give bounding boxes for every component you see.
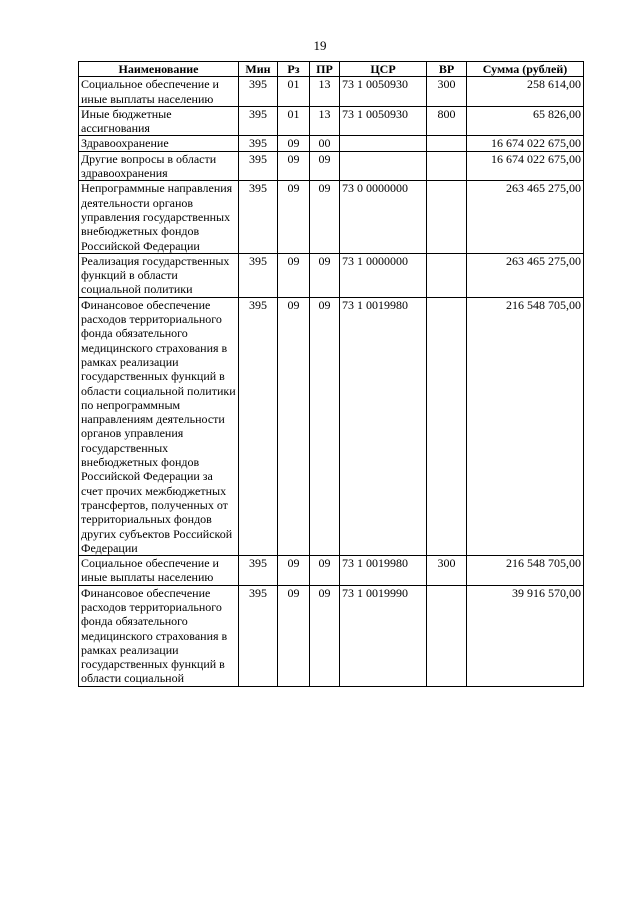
table-header-row [79, 62, 584, 77]
row-min: 395 [239, 151, 278, 181]
row-csr: 73 1 0050930 [340, 106, 427, 136]
table-row [79, 77, 584, 107]
table-row [79, 181, 584, 253]
row-rz: 09 [278, 136, 310, 151]
table-row [79, 151, 584, 181]
row-pr: 13 [310, 77, 340, 107]
table-row [79, 106, 584, 136]
header-pr: ПР [310, 62, 340, 77]
header-csr: ЦСР [340, 62, 427, 77]
row-min: 395 [239, 106, 278, 136]
table-row [79, 556, 584, 586]
row-min: 395 [239, 297, 278, 555]
row-sum: 216 548 705,00 [467, 297, 584, 555]
row-rz: 09 [278, 585, 310, 686]
row-min: 395 [239, 556, 278, 586]
header-vr: ВР [427, 62, 467, 77]
row-rz: 01 [278, 106, 310, 136]
row-vr [427, 151, 467, 181]
row-csr: 73 1 0050930 [340, 77, 427, 107]
header-name: Наименование [79, 62, 239, 77]
row-name: Иные бюджетные ассигнования [79, 106, 239, 136]
row-rz: 09 [278, 253, 310, 297]
row-pr: 09 [310, 253, 340, 297]
row-pr: 09 [310, 151, 340, 181]
row-pr: 13 [310, 106, 340, 136]
row-csr: 73 0 0000000 [340, 181, 427, 253]
row-name: Финансовое обеспечение расходов территориального фонда обязательного медицинского страхования в рамках реализации государственных функций в области социальной [79, 585, 239, 686]
row-name: Непрограммные направления деятельности органов управления государственных внебюджетных фондов Российской Федерации [79, 181, 239, 253]
row-vr [427, 297, 467, 555]
row-vr [427, 136, 467, 151]
row-sum: 216 548 705,00 [467, 556, 584, 586]
row-csr: 73 1 0019990 [340, 585, 427, 686]
row-min: 395 [239, 77, 278, 107]
row-vr [427, 585, 467, 686]
table-row [79, 253, 584, 297]
row-min: 395 [239, 181, 278, 253]
row-vr: 800 [427, 106, 467, 136]
row-csr [340, 136, 427, 151]
header-rz: Рз [278, 62, 310, 77]
row-csr [340, 151, 427, 181]
row-rz: 09 [278, 151, 310, 181]
row-min: 395 [239, 136, 278, 151]
row-name: Реализация государственных функций в области социальной политики [79, 253, 239, 297]
header-min: Мин [239, 62, 278, 77]
row-pr: 09 [310, 181, 340, 253]
row-sum: 65 826,00 [467, 106, 584, 136]
row-vr: 300 [427, 77, 467, 107]
row-sum: 16 674 022 675,00 [467, 151, 584, 181]
row-rz: 09 [278, 297, 310, 555]
row-name: Финансовое обеспечение расходов территориального фонда обязательного медицинского страхования в рамках реализации государственных функций в области социальной политики по непрограммным направлениям деятельности органов управления государственных внебюджетных фондов Российской Федерации за счет прочих межбюджетных трансфертов, полученных от территориальных фондов других субъектов Российской Федерации [79, 297, 239, 555]
row-vr [427, 181, 467, 253]
table-row [79, 585, 584, 686]
row-sum: 258 614,00 [467, 77, 584, 107]
row-pr: 09 [310, 556, 340, 586]
row-rz: 01 [278, 77, 310, 107]
row-csr: 73 1 0019980 [340, 556, 427, 586]
row-min: 395 [239, 253, 278, 297]
table-row [79, 136, 584, 151]
row-name: Другие вопросы в области здравоохранения [79, 151, 239, 181]
row-vr [427, 253, 467, 297]
row-pr: 00 [310, 136, 340, 151]
page-number: 19 [313, 38, 327, 53]
row-name: Социальное обеспечение и иные выплаты населению [79, 77, 239, 107]
row-pr: 09 [310, 585, 340, 686]
row-name: Социальное обеспечение и иные выплаты населению [79, 556, 239, 586]
row-csr: 73 1 0019980 [340, 297, 427, 555]
row-name: Здравоохранение [79, 136, 239, 151]
table-row [79, 297, 584, 555]
row-min: 395 [239, 585, 278, 686]
row-vr: 300 [427, 556, 467, 586]
budget-table [78, 61, 584, 687]
row-sum: 263 465 275,00 [467, 181, 584, 253]
row-sum: 263 465 275,00 [467, 253, 584, 297]
header-sum: Сумма (рублей) [467, 62, 584, 77]
row-csr: 73 1 0000000 [340, 253, 427, 297]
row-rz: 09 [278, 556, 310, 586]
row-pr: 09 [310, 297, 340, 555]
row-sum: 16 674 022 675,00 [467, 136, 584, 151]
row-sum: 39 916 570,00 [467, 585, 584, 686]
row-rz: 09 [278, 181, 310, 253]
